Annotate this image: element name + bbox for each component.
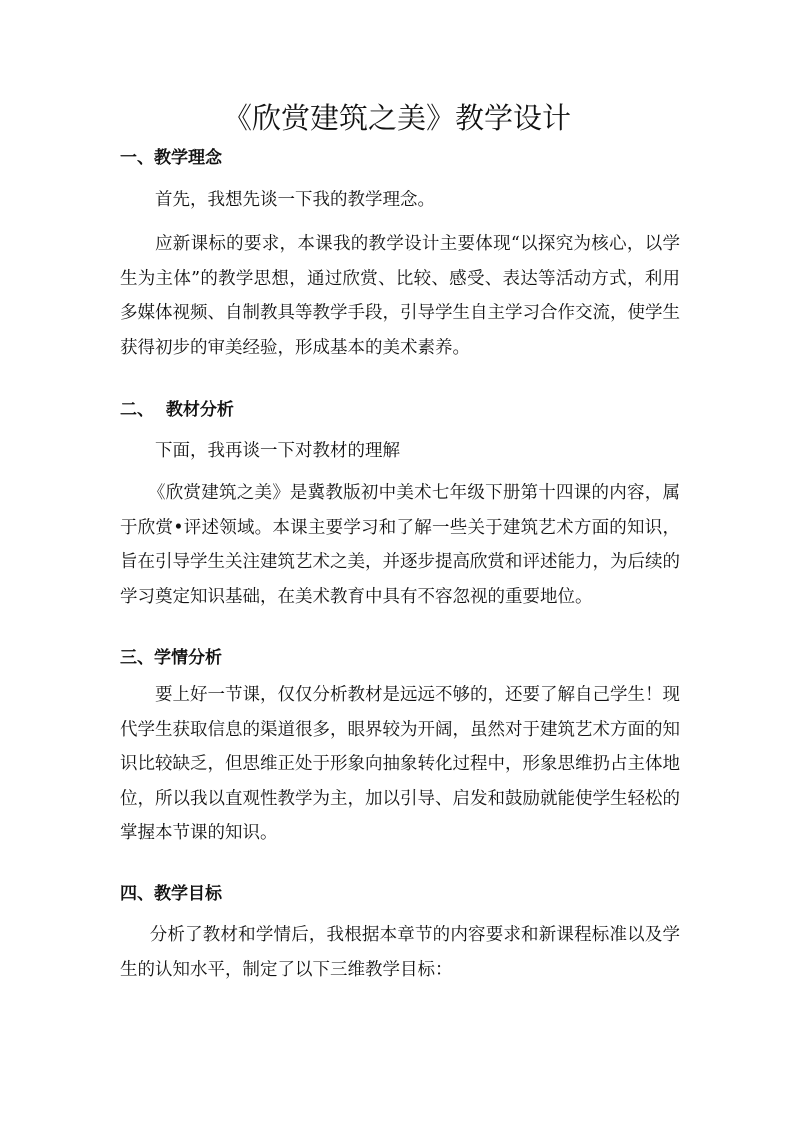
section-heading-4: 四、教学目标 (120, 884, 222, 904)
paragraph-1-1: 首先，我想先谈一下我的教学理念。 (155, 190, 435, 210)
paragraph-1-2: 应新课标的要求，本课我的教学设计主要体现“以探究为核心，以学生为主体”的教学思想，通过欣赏、比较、感受、表达等活动方式，利用多媒体视频、自制教具等教学手段，引导学生自主学习合作交流，使学生获得初步的审美经验，形成基本的美术素养。 (120, 234, 680, 358)
section-heading-1: 一、教学理念 (120, 148, 222, 168)
document-title: 《欣赏建筑之美》教学设计 (222, 101, 571, 135)
paragraph-2-2: 《欣赏建筑之美》是冀教版初中美术七年级下册第十四课的内容，属于欣赏•评述领域。本课主要学习和了解一些关于建筑艺术方面的知识，旨在引导学生关注建筑艺术之美，并逐步提高欣赏和评述能力，为后续的学习奠定知识基础，在美术教育中具有不容忽视的重要地位。 (120, 483, 680, 607)
section-heading-3: 三、学情分析 (120, 648, 222, 668)
section-heading-2: 二、 教材分析 (120, 400, 234, 420)
paragraph-4-1: 分析了教材和学情后，我根据本章节的内容要求和新课程标准以及学生的认知水平，制定了以下三维教学目标： (120, 925, 680, 980)
paragraph-2-1: 下面，我再谈一下对教材的理解 (155, 441, 400, 461)
paragraph-3-1: 要上好一节课，仅仅分析教材是远远不够的，还要了解自己学生！现代学生获取信息的渠道很多，眼界较为开阔，虽然对于建筑艺术方面的知识比较缺乏，但思维正处于形象向抽象转化过程中，形象思维扔占主体地位，所以我以直观性教学为主，加以引导、启发和鼓励就能使学生轻松的掌握本节课的知识。 (120, 685, 680, 843)
